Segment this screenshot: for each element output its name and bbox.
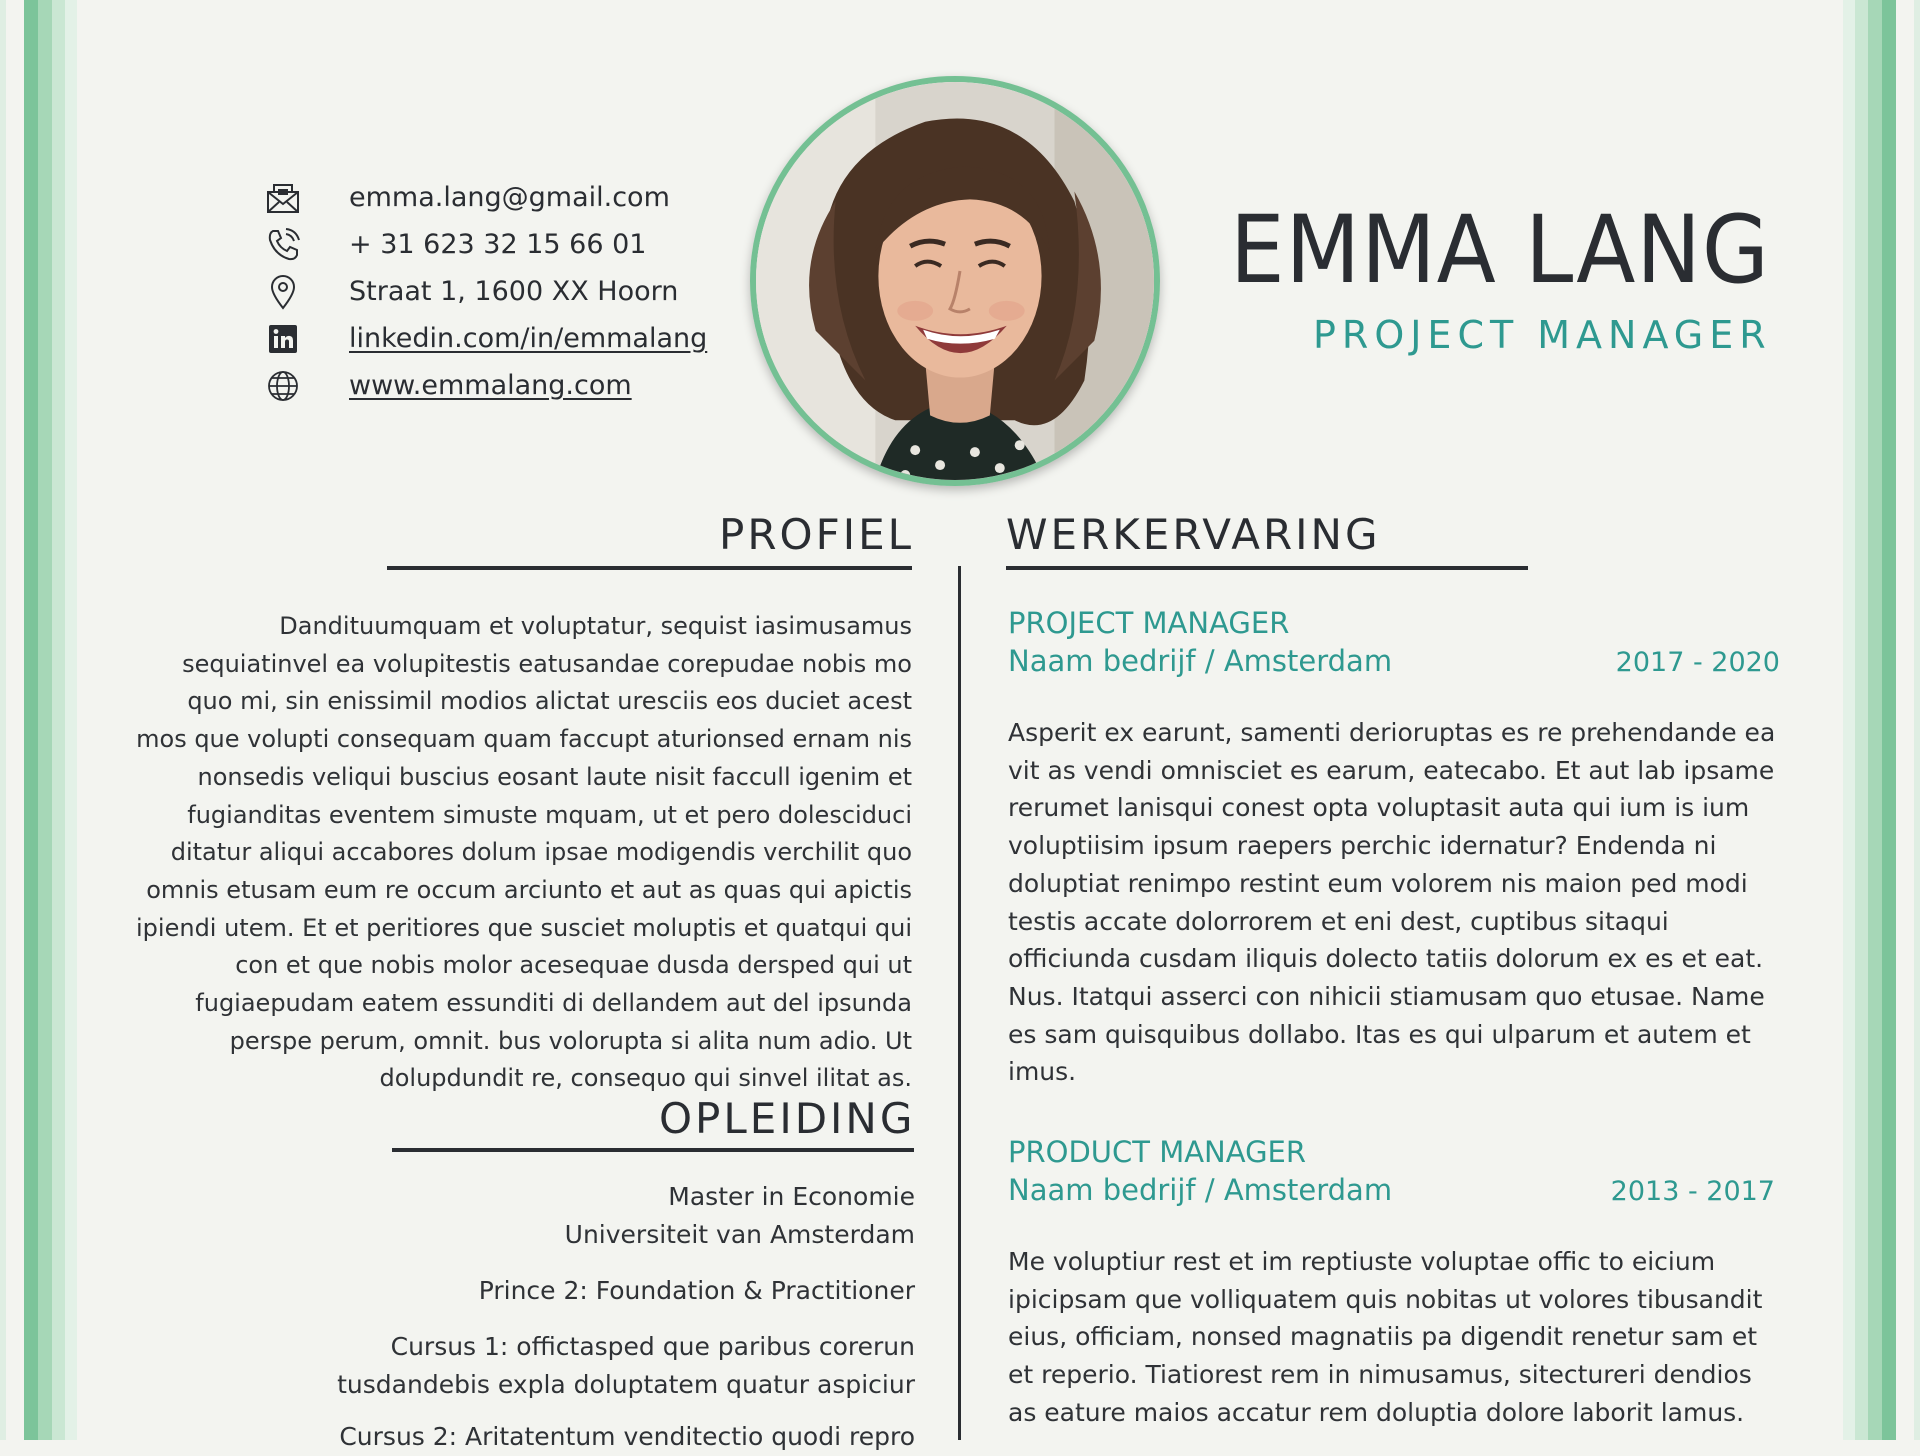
profile-text: Dandituumquam et voluptatur, sequist iasimusamus sequiatinvel ea volupitestis eatusandae corepudae nobis mo quo mi, sin enissimil modios alictat uresciis eos duciet acest mos que volupti consequam quam faccupt aturionsed ernam nis nonsedis veliqui buscius eosant laute nisit faccull igenim et fugianditas eventem simuste mquam, ut et pero dolesciduci ditatur aliqui accabores dolum ipsae modigendis verchilit quo omnis etusam eum re occum arciunto et aut as quas qui apictis ipiendi utem. Et et peritiores que susciet moluptis et quatqui qui con et que nobis molor acesequae dusda dersped qui ut fugiaepudam eatem essunditi di dellandem aut del ipsunda perspe perum, omnit. bus volorupta si alita num adio. Ut dolupdundit re, consequo qui sinvel ilitat as. bbox=[136, 612, 912, 1093]
globe-icon bbox=[265, 368, 301, 404]
education-entry bbox=[337, 1328, 915, 1403]
contact-email-text[interactable]: emma.lang@gmail.com bbox=[349, 182, 670, 213]
education-heading: OPLEIDING bbox=[659, 1094, 916, 1143]
job-description bbox=[1008, 1243, 1788, 1432]
job-role: PRODUCT MANAGER bbox=[1008, 1135, 1307, 1169]
education-entry bbox=[479, 1272, 915, 1310]
education-degree: Master in Economie bbox=[668, 1182, 915, 1211]
linkedin-icon bbox=[265, 321, 301, 357]
location-pin-icon bbox=[265, 274, 301, 310]
contact-phone-text[interactable]: + 31 623 32 15 66 01 bbox=[349, 229, 647, 260]
column-divider bbox=[958, 566, 961, 1440]
profile-heading: PROFIEL bbox=[719, 510, 915, 559]
job-description bbox=[1008, 714, 1788, 1091]
job-role: PROJECT MANAGER bbox=[1008, 606, 1290, 640]
left-border-stripes bbox=[0, 0, 80, 1440]
candidate-title: PROJECT MANAGER bbox=[1313, 313, 1772, 357]
phone-icon bbox=[265, 227, 301, 263]
job-description-paragraph: Nus. Itatqui asserci con nihicii stiamusam quo etusae. Name es sam quisquibus dollabo. Itas es qui ulparum et autem et imus. bbox=[1008, 981, 1765, 1087]
education-entry bbox=[565, 1178, 915, 1253]
experience-heading: WERKERVARING bbox=[1006, 510, 1381, 559]
education-heading-rule bbox=[392, 1148, 914, 1152]
contact-website-link[interactable]: www.emmalang.com bbox=[349, 370, 632, 401]
education-course-line: tusdandebis expla doluptatem quatur aspiciur bbox=[337, 1369, 915, 1399]
envelope-icon bbox=[265, 180, 301, 216]
experience-heading-rule bbox=[1006, 566, 1528, 570]
job-description-paragraph: Me voluptiur rest et im reptiuste voluptae offic to eicium ipicipsam que volliquatem quis nobitas ut volores tibusandit eius, officiam, nonsed magnatiis pa digendit renetur sam et et reperio. Tiatiorest rem in nimusamus, sitectureri dendios as eature maios accatur rem doluptia dolore laborit lamus. bbox=[1008, 1247, 1763, 1427]
profile-heading-rule bbox=[387, 566, 912, 570]
education-certification: Prince 2: Foundation & Practitioner bbox=[478, 1276, 915, 1305]
job-dates: 2013 - 2017 bbox=[1610, 1176, 1775, 1207]
contact-address-text: Straat 1, 1600 XX Hoorn bbox=[349, 276, 679, 307]
profile-photo bbox=[750, 76, 1160, 486]
education-course-line: Cursus 2: Aritatentum venditectio quodi repro bbox=[339, 1422, 915, 1451]
job-company: Naam bedrijf / Amsterdam bbox=[1008, 1173, 1393, 1207]
candidate-name: EMMA LANG bbox=[1230, 196, 1770, 305]
education-entry bbox=[339, 1418, 915, 1456]
job-dates: 2017 - 2020 bbox=[1615, 647, 1780, 678]
education-institution: Universiteit van Amsterdam bbox=[564, 1219, 915, 1249]
job-company: Naam bedrijf / Amsterdam bbox=[1008, 644, 1393, 678]
right-border-stripes bbox=[1840, 0, 1920, 1440]
job-description-paragraph: Asperit ex earunt, samenti derioruptas es re prehendande ea vit as vendi omnisciet es earum, eatecabo. Et aut lab ipsame rerumet lanisqui conest opta voluptasit auta qui ium is ium voluptiisim ipsum raepers perchic idernatur? Endenda ni doluptiat renimpo restint eum volorem nis maion ped modi testis accate dolorrorem et eni dest, cuptibus sitaqui officiunda cusdam iliquis dolecto tatiis dolorum ex es et eat. bbox=[1008, 718, 1776, 974]
contact-linkedin-link[interactable]: linkedin.com/in/emmalang bbox=[349, 323, 708, 354]
education-course-line: Cursus 1: offictasped que paribus corerun bbox=[390, 1332, 915, 1361]
